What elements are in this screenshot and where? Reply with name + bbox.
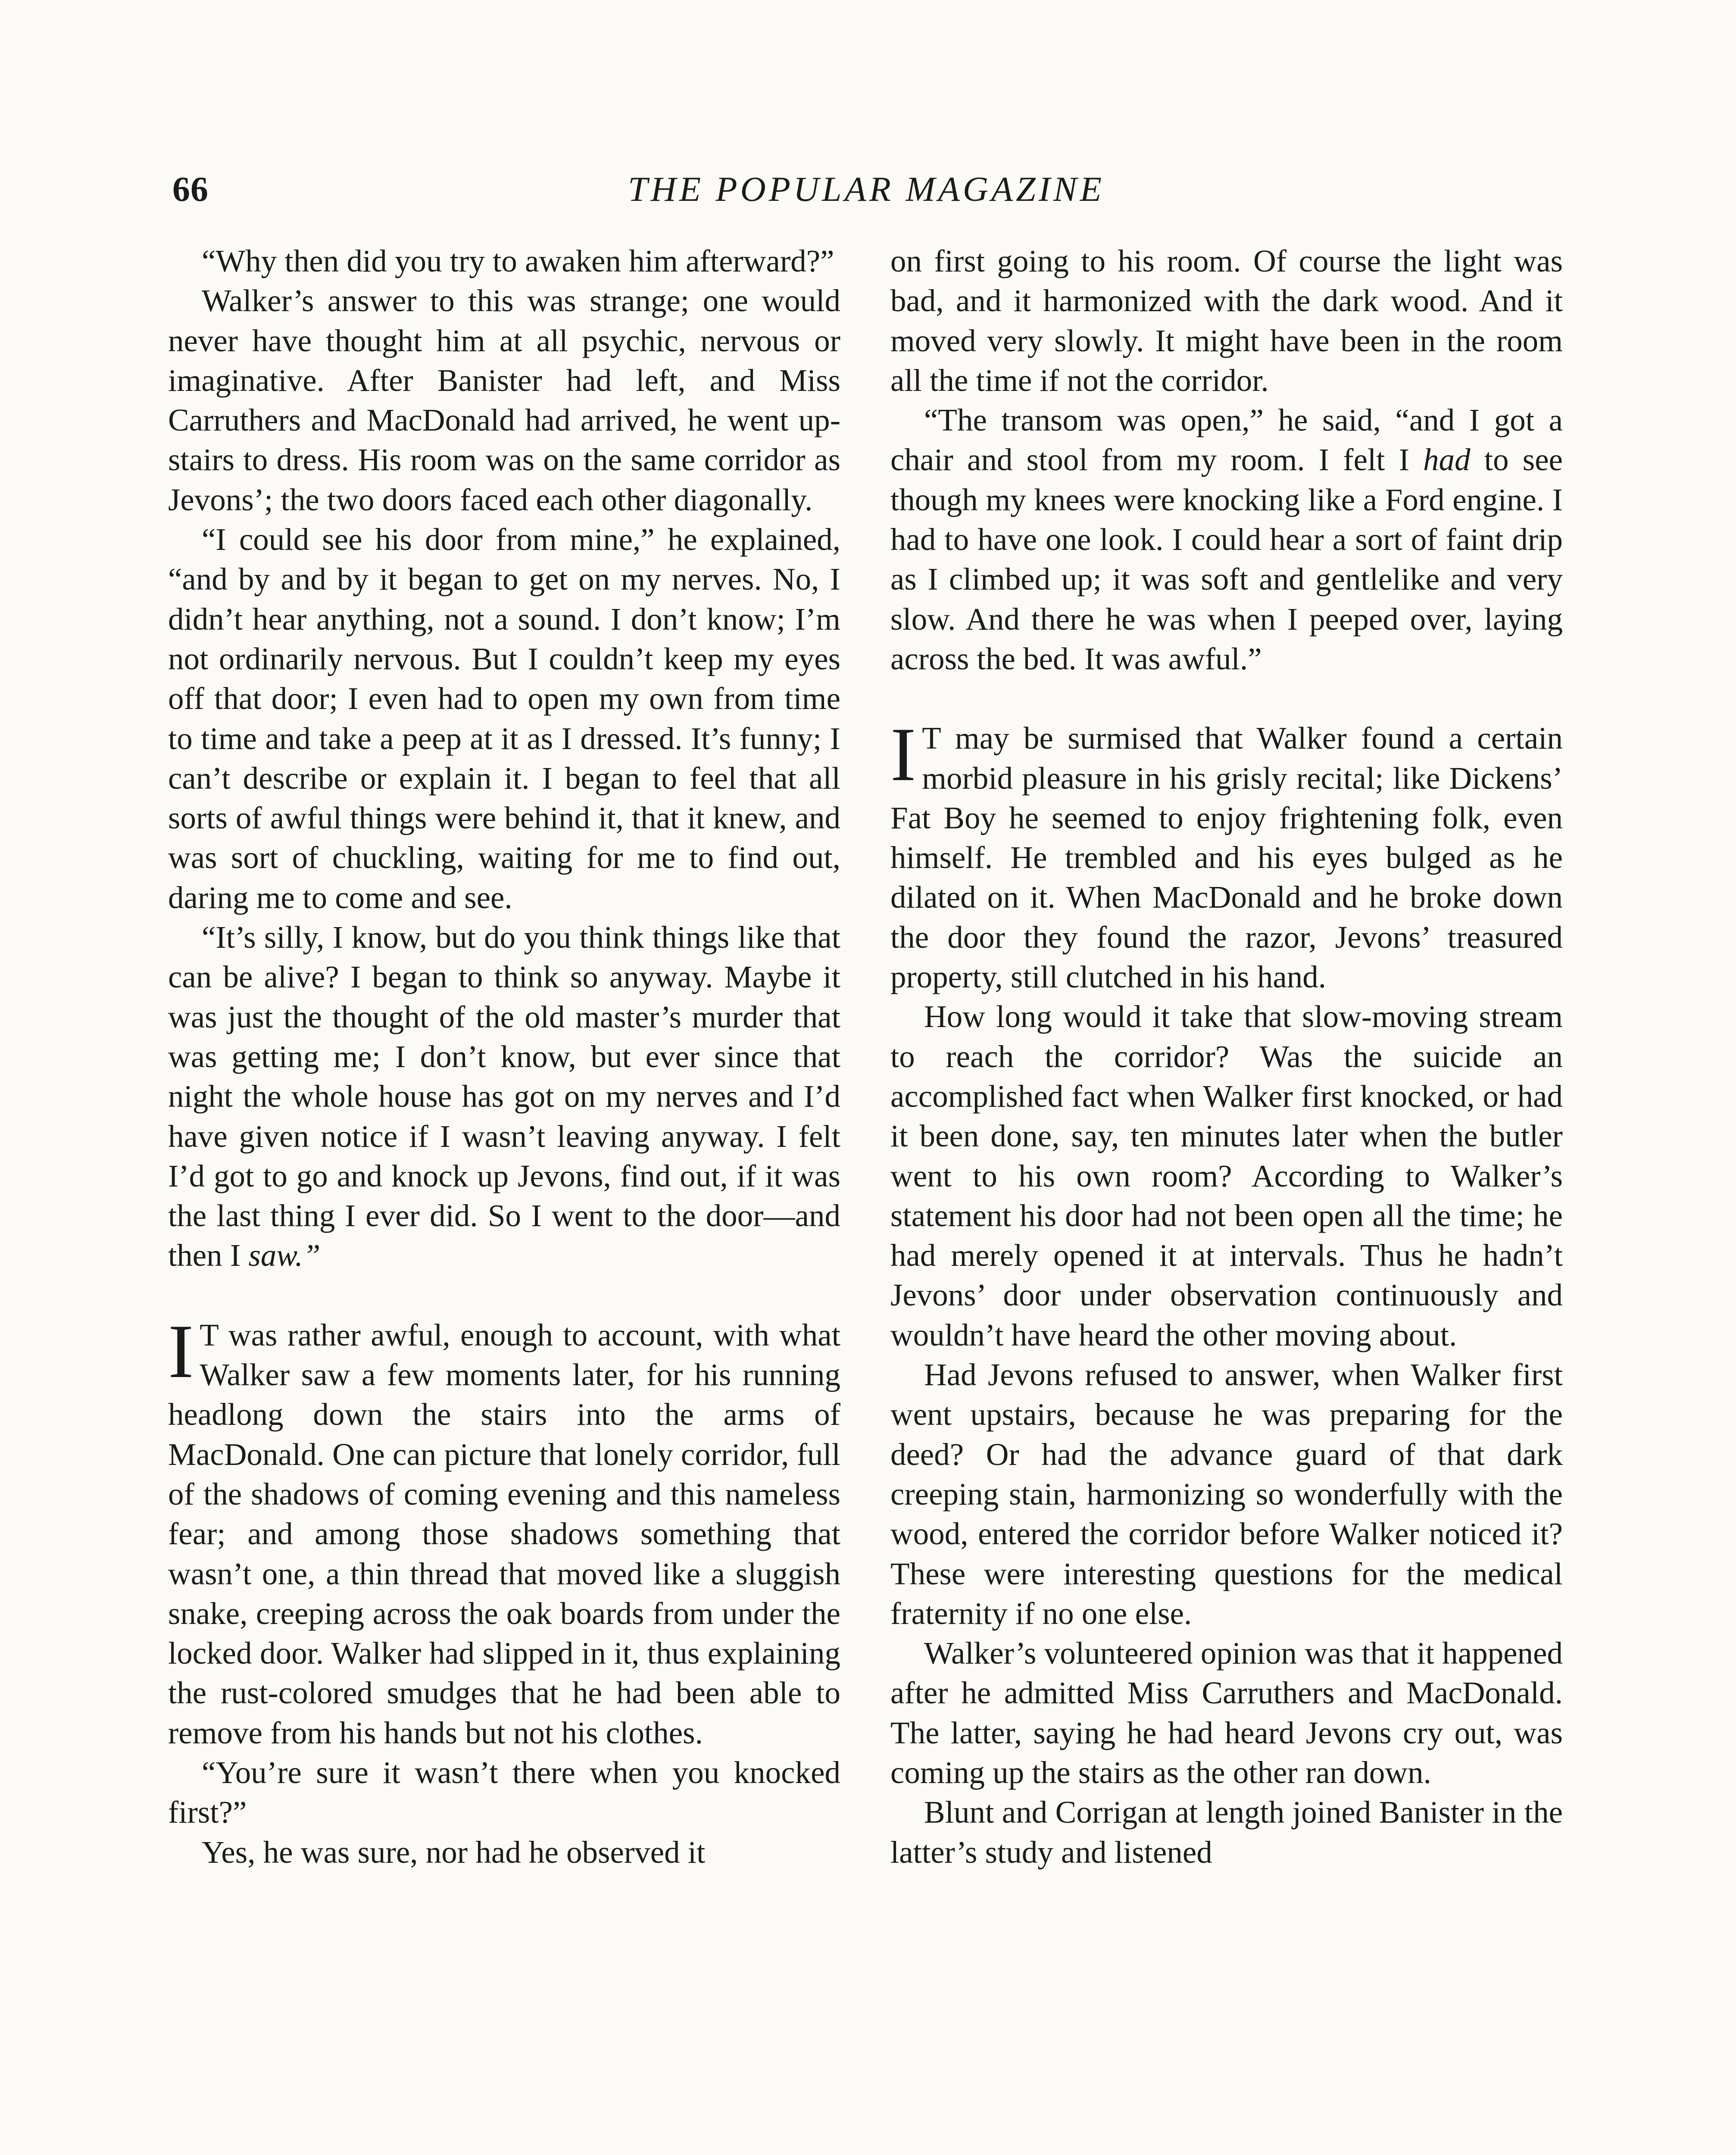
paragraph (168, 918, 840, 1276)
paragraph: Walker’s volunteered opinion was that it happened after he admitted Miss Carruthers and MacDonald. The latter, saying he had heard Jevons cry out, was coming up the stairs as the other ran down. (890, 1636, 1563, 1790)
paragraph: Had Jevons refused to answer, when Walker first went upstairs, because he was preparing for the deed? Or had the advance guard of that dark creeping stain, harmonizing so wonderfully with the wood, entered the corridor before Walker noticed it? These were interesting questions for the medical fraternity if no one else. (890, 1357, 1563, 1631)
left-column (168, 241, 840, 1872)
page-header (168, 169, 1564, 216)
page-number: 66 (172, 169, 209, 209)
emphasized-word: had (1423, 442, 1471, 478)
emphasized-word: saw.” (248, 1238, 321, 1273)
paragraph-text: “The transom was open,” he said, “and I got a chair and stool from my room. I felt I (890, 403, 1563, 478)
paragraph: Yes, he was sure, nor had he observed it (202, 1834, 706, 1870)
paragraph: “Why then did you try to awaken him afterward?” (202, 244, 834, 278)
paragraph: “I could see his door from mine,” he explained, “and by and by it began to get on my nerves. No, I didn’t hear anything, not a sound. I don’t know; I’m not ordinarily nervous. But I couldn’t keep my eyes off that door; I even had to open my own from time to time and take a peep at it as I dressed. It’s funny; I can’t describe or explain it. I began to feel that all sorts of awful things were behind it, that it knew, and was sort of chuckling, waiting for me to find out, daring me to come and see. (168, 522, 840, 915)
right-column (890, 241, 1563, 1872)
paragraph-text: T may be surmised that Walker found a certain morbid pleasure in his grisly recital; like Dickens’ Fat Boy he seemed to enjoy frightening folk, even himself. He trembled and his eyes bulged as he dilated on it. When MacDonald and he broke down the door they found the razor, Jevons’ treasured property, still clutched in his hand. (890, 721, 1563, 995)
paragraph: “You’re sure it wasn’t there when you knocked first?” (168, 1755, 840, 1830)
paragraph-text: T was rather awful, enough to account, with what Walker saw a few moments later, for his running headlong down the stairs into the arms of MacDonald. One can picture that lonely corridor, full of the shadows of coming evening and this nameless fear; and among those shadows something that wasn’t one, a thin thread that moved like a sluggish snake, creeping across the oak boards from under the locked door. Walker had slipped in it, thus explaining the rust-colored smudges that he had been able to remove from his hands but not his clothes. (168, 1317, 840, 1750)
paragraph: Blunt and Corrigan at length joined Banister in the latter’s study and listened (890, 1795, 1563, 1870)
section-paragraph (890, 712, 1563, 997)
paragraph-text: “It’s silly, I know, but do you think things like that can be alive? I began to think so anyway. Maybe it was just the thought of the old master’s murder that was getting me; I don’t know, but ever since that night the whole house has got on my nerves and I’d have given notice if I wasn’t leaving anyway. I felt I’d got to go and knock up Jevons, find out, if it was the last thing I ever did. So I went to the door—and then I (168, 920, 840, 1273)
drop-cap: I (168, 1308, 194, 1394)
paragraph (890, 400, 1563, 679)
section-paragraph (168, 1308, 840, 1753)
paragraph: How long would it take that slow-moving stream to reach the corridor? Was the suicide an accomplished fact when Walker first knocked, or had it been done, say, ten minutes later when the butler went to his own room? According to Walker’s statement his door had not been open all the time; he had merely opened it at intervals. Thus he hadn’t Jevons’ door under observation continuously and wouldn’t have heard the other moving about. (890, 999, 1563, 1352)
drop-cap: I (890, 712, 916, 797)
running-title: THE POPULAR MAGAZINE (628, 169, 1105, 209)
paragraph: on first going to his room. Of course the light was bad, and it harmonized with the dark wood. And it moved very slowly. It might have been in the room all the time if not the corridor. (890, 244, 1563, 398)
paragraph-text: to see though my knees were knocking like a Ford engine. I had to have one look. I could hear a sort of faint drip as I climbed up; it was soft and gentlelike and very slow. And there he was when I peeped over, laying across the bed. It was awful.” (890, 442, 1563, 676)
paragraph: Walker’s answer to this was strange; one would never have thought him at all psychic, nervous or imaginative. After Banister had left, and Miss Carruthers and MacDonald had arrived, he went upstairs to dress. His room was on the same corridor as Jevons’; the two doors faced each other diagonally. (168, 283, 840, 517)
